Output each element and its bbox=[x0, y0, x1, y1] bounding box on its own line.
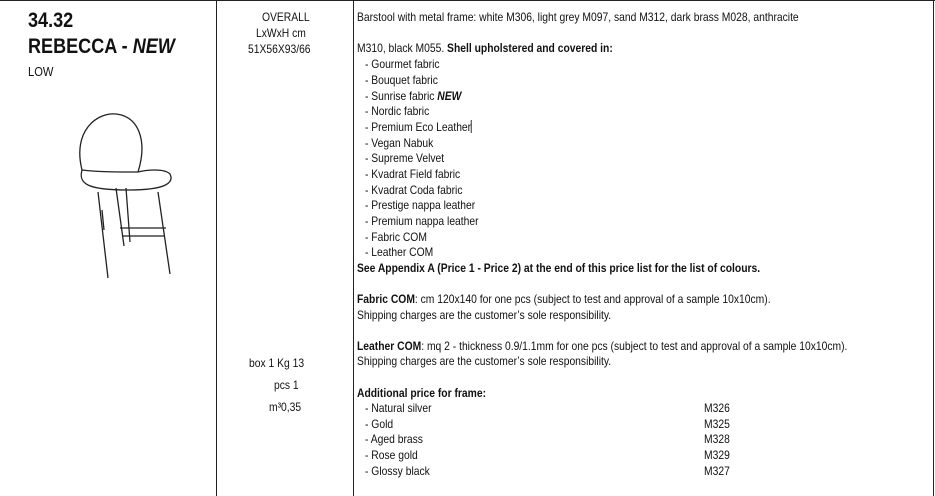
frame-finish-code: M326 bbox=[704, 401, 730, 415]
product-name-text: REBECCA - bbox=[28, 35, 133, 58]
description-line2 bbox=[357, 41, 613, 57]
fabric-item: - Kvadrat Coda fabric bbox=[365, 183, 463, 197]
frame-finish-name: - Rose gold bbox=[365, 448, 418, 462]
chair-backrest bbox=[80, 114, 142, 172]
fabric-item: - Vegan Nabuk bbox=[365, 136, 434, 150]
chair-leg-back-left bbox=[116, 188, 124, 246]
fabric-item: - Supreme Velvet bbox=[365, 151, 445, 165]
frame-finish-code: M325 bbox=[704, 417, 730, 431]
pieces: pcs 1 bbox=[274, 378, 299, 392]
fabric-com-line bbox=[357, 292, 771, 308]
fabric-item: - Bouquet fabric bbox=[365, 73, 438, 87]
product-code: 34.32 bbox=[28, 9, 74, 32]
leather-com-shipping: Shipping charges are the customer’s sole responsibility. bbox=[357, 354, 612, 368]
fabric-com-text: : cm 120x140 for one pcs (subject to test and approval of a sample 10x10cm). bbox=[414, 292, 771, 306]
chair-leg-back-right bbox=[126, 188, 130, 242]
leather-com-text: : mq 2 - thickness 0.9/1.1mm for one pcs (subject to test and approval of a sample 10x10cm). bbox=[421, 339, 848, 353]
column-divider-1 bbox=[216, 0, 217, 496]
text-cursor bbox=[471, 120, 472, 133]
leather-com-label: Leather COM bbox=[357, 339, 422, 353]
product-name bbox=[28, 35, 175, 59]
dimensions-value: 51X56X93/66 bbox=[248, 42, 311, 56]
box-weight: box 1 Kg 13 bbox=[249, 356, 305, 370]
top-border bbox=[0, 0, 935, 1]
frame-finish-name: - Glossy black bbox=[365, 464, 430, 478]
chair-seat bbox=[81, 170, 171, 190]
right-border bbox=[933, 0, 934, 496]
fabric-item: - Kvadrat Field fabric bbox=[365, 167, 461, 181]
frame-finish-name: - Gold bbox=[365, 417, 394, 431]
dimensions-label: OVERALL bbox=[262, 10, 310, 24]
product-variant: LOW bbox=[28, 64, 54, 79]
fabric-item: - Fabric COM bbox=[365, 230, 427, 244]
shell-upholstery-heading: Shell upholstered and covered in: bbox=[447, 41, 613, 55]
fabric-item-label: - Sunrise fabric bbox=[365, 89, 438, 103]
frame-finish-code: M327 bbox=[704, 464, 730, 478]
fabric-item: - Gourmet fabric bbox=[365, 57, 440, 71]
fabric-item: - Leather COM bbox=[365, 245, 434, 259]
fabric-item bbox=[365, 120, 472, 136]
appendix-note: See Appendix A (Price 1 - Price 2) at the end of this price list for the list of colours. bbox=[357, 261, 761, 275]
chair-leg-front-left bbox=[98, 192, 108, 278]
description-colors-end: M310, black M055. bbox=[357, 41, 448, 55]
leather-com-line bbox=[357, 339, 847, 355]
fabric-item: - Premium nappa leather bbox=[365, 214, 479, 228]
fabric-item-label: - Premium Eco Leather bbox=[365, 120, 472, 134]
fabric-com-shipping: Shipping charges are the customer’s sole responsibility. bbox=[357, 308, 612, 322]
column-divider-2 bbox=[353, 0, 354, 496]
description-line1: Barstool with metal frame: white M306, light grey M097, sand M312, dark brass M028, anthracite bbox=[357, 10, 799, 24]
frame-finish-name: - Aged brass bbox=[365, 432, 423, 446]
fabric-item: - Nordic fabric bbox=[365, 104, 430, 118]
volume: m³0,35 bbox=[269, 400, 302, 414]
frame-finish-code: M328 bbox=[704, 432, 730, 446]
fabric-item-sunrise bbox=[365, 89, 461, 105]
new-badge: NEW bbox=[132, 35, 175, 58]
chair-leg-front-right bbox=[158, 192, 170, 274]
fabric-com-label: Fabric COM bbox=[357, 292, 415, 306]
fabric-item: - Prestige nappa leather bbox=[365, 198, 476, 212]
dimensions-units: LxWxH cm bbox=[256, 26, 306, 40]
frame-finish-name: - Natural silver bbox=[365, 401, 432, 415]
sunrise-new-badge: NEW bbox=[437, 89, 462, 103]
additional-price-heading: Additional price for frame: bbox=[357, 386, 487, 400]
frame-finish-code: M329 bbox=[704, 448, 730, 462]
barstool-illustration bbox=[68, 110, 188, 290]
